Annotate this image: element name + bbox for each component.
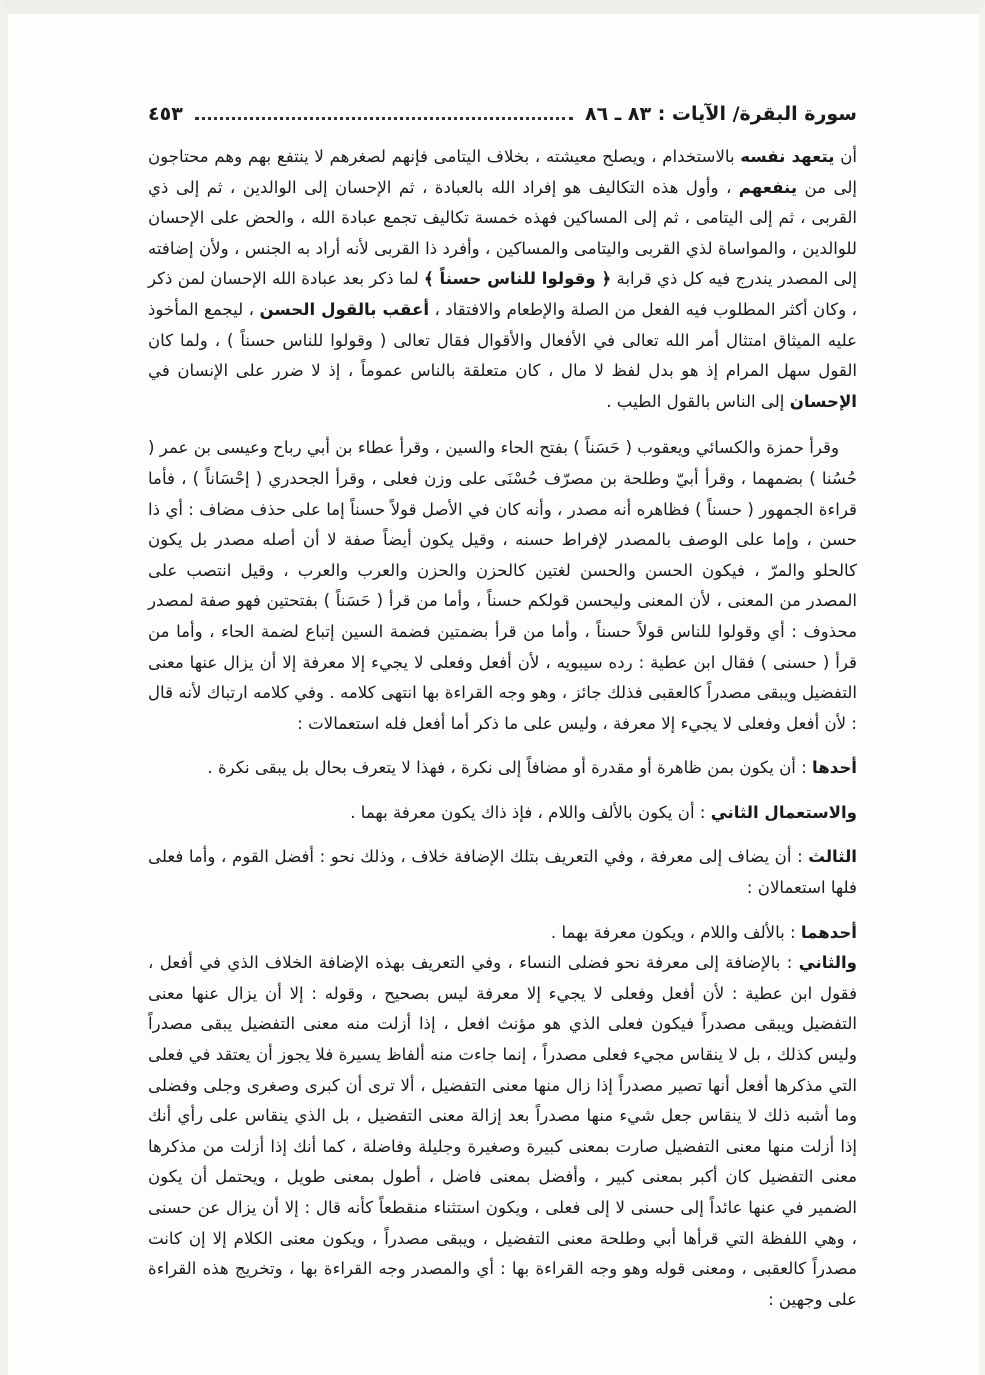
- paragraph-p6: [148, 918, 857, 949]
- bold-term: ﴿ وقولوا للناس حسناً ﴾: [423, 269, 612, 289]
- paragraph-p2: [148, 433, 857, 739]
- paragraph-p7: [148, 948, 857, 1315]
- page-header: [148, 94, 857, 134]
- text-run: ، وأول هذه التكاليف هو إفراد الله بالعبادة ، ثم الإحسان إلى الوالدين ، ثم إلى ذي القربى ، ثم إلى اليتامى ، ثم إلى المساكين فهذه خمسة تكاليف تجمع عبادة الله ، والحض على الإحسان للوالدين ، والمواساة لذي القربى واليتامى والمساكين ، وأفرد ذا القربى لأنه أراد به الجنس ، ولأن إضافته إلى المصدر يندرج فيه كل ذي قرابة: [148, 177, 858, 289]
- text-run: : بالإضافة إلى معرفة نحو فضلى النساء ، وفي التعريف بهذه الإضافة الخلاف الذي في أفعل ، فقول ابن عطية : لأن أفعل وفعلى لا يجيء إلا معرفة ليس بصحيح ، وقوله : إلا أن يزال عنها معنى التفضيل ويبقى مصدراً فيكون فعلى الذي هو مؤنث افعل ، إذا أزلت منه معنى التفضيل يبقى مصدراً وليس كذلك ، بل لا ينقاس مجيء فعلى مصدراً ، إنما جاءت منه ألفاظ يسيرة فلا يجوز أن يعتقد في فعلى التي مذكرها أفعل أنها تصير مصدراً إذا زال منها معنى التفضيل ، ألا ترى أن كبرى وصغرى وجلى وفضلى وما أشبه ذلك لا ينقاس جعل شيء منها مصدراً بعد إزالة معنى التفضيل ، بل الذي ينقاس على رأي أنك إذا أزلت منها معنى التفضيل صارت بمعنى كبيرة وصغيرة وجليلة وفاضلة ، كما أنك إذا أزلت من مذكرها معنى التفضيل كان أكبر بمعنى كبير ، وأفضل بمعنى فاضل ، أطول بمعنى طويل ، ويحتمل أن يكون الضمير في عنها عائداً إلى حسنى لا إلى فعلى ، ويكون استثناء منقطعاً كأنه قال : إلا أن يزال عن حسنى ، وهي اللفظة التي قرأها أبي وطلحة معنى التفضيل ، ويبقى مصدراً ، ويكون معنى الكلام إلا إن كانت مصدراً كالعقبى ، ومعنى قوله وهو وجه القراءة بها : أي والمصدر وجه القراءة بها ، وتخريج هذه القراءة على وجهين :: [148, 953, 857, 1309]
- header-dot-leader: [195, 117, 573, 120]
- bold-term: أحدها: [812, 758, 857, 778]
- bold-term: أعقب بالقول الحسن: [259, 299, 430, 319]
- text-run: إلى الناس بالقول الطيب .: [606, 391, 790, 411]
- paragraph-p3: [148, 753, 857, 784]
- bold-term: يتعهد نفسه: [740, 147, 835, 166]
- bold-term: ينفعهم: [738, 177, 798, 197]
- paragraph-p1: [148, 142, 857, 417]
- paragraph-gap: [148, 417, 857, 433]
- text-run: : أن يكون بالألف واللام ، فإذ ذاك يكون معرفة بهما .: [350, 802, 711, 822]
- text-run: : بالألف واللام ، ويكون معرفة بهما .: [550, 922, 801, 942]
- page-number: ٤٥٣: [148, 103, 183, 125]
- text-run: بالاستخدام ، ويصلح معيشته ، بخلاف اليتامى فإنهم لصغرهم لا ينتفع بهم وهم محتاجون إلى من: [148, 147, 857, 197]
- running-title: سورة البقرة/ الآيات : ٨٣ ـ ٨٦: [584, 103, 857, 125]
- text-run: أن: [834, 147, 858, 166]
- text-run: ، ليجمع المأخوذ عليه الميثاق امتثال أمر الله تعالى في الأفعال والأقوال فقال تعالى ( وقولوا للناس حسناً ) ، ولما كان القول سهل المرام إذ هو بدل لفظ لا مال ، كان متعلقة بالناس عموماً ، إذ لا ضرر على الإنسان في: [148, 299, 857, 381]
- bold-term: والثاني: [798, 953, 857, 973]
- text-run: وقرأ حمزة والكسائي ويعقوب ( حَسَناً ) بفتح الحاء والسين ، وقرأ عطاء بن أبي رباح وعيسى بن عمر ( حُسُنا ) بضمهما ، وقرأ أبيّ وطلحة بن مصرّف حُسْنَى على وزن فعلى ، وقرأ الجحدري ( إحْسَاناً ) ، فأما قراءة الجمهور ( حسناً ) فظاهره أنه مصدر ، وأنه كان في الأصل قولاً حسناً إما على حذف مضاف : أي ذا حسن ، وإما على الوصف بالمصدر لإفراط حسنه ، وقيل يكون أيضاً صفة لا أن أصله مصدر بل يكون كالحلو والمرّ ، فيكون الحسن والحسن لغتين كالحزن والحزن والعرب والعرب ، وقيل انتصب على المصدر من المعنى ، لأن المعنى وليحسن قولكم حسناً ، وأما من قرأ ( حَسَناً ) بفتحتين فهو صفة لمصدر محذوف : أي وقولوا للناس قولاً حسناً ، وأما من قرأ بضمتين فضمة السين إتباع لضمة الحاء ، وأما من قرأ ( حسنى ) فقال ابن عطية : رده سيبويه ، لأن أفعل وفعلى لا يجيء إلا معرفة إلا أن يزال عنها معنى التفضيل ويبقى مصدراً كالعقبى فذلك جائز ، وهو وجه القراءة بها انتهى كلامه . وفي كلامه ارتباك لأنه قال : لأن أفعل وفعلى لا يجيء إلا معرفة ، وليس على ما ذكر أما أفعل فله استعمالات :: [148, 438, 857, 733]
- bold-term: والاستعمال الثاني: [710, 802, 857, 822]
- paragraph-p4: [148, 798, 857, 829]
- text-run: لما ذكر بعد عبادة الله الإحسان لمن ذكر ، وكان أكثر المطلوب فيه الفعل من الصلة والإطعام والافتقاد ،: [148, 269, 857, 319]
- page-body-text: [148, 142, 857, 1315]
- paragraph-p5: [148, 842, 857, 903]
- text-run: : أن يكون بمن ظاهرة أو مقدرة أو مضافاً إلى نكرة ، فهذا لا يتعرف بحال بل يبقى نكرة .: [207, 758, 813, 778]
- bold-term: الثالث: [808, 847, 857, 867]
- text-run: : أن يضاف إلى معرفة ، وفي التعريف بتلك الإضافة خلاف ، وذلك نحو : أفضل القوم ، وأما فعلى فلها استعمالان :: [148, 847, 857, 898]
- bold-term: أحدهما: [800, 922, 857, 942]
- bold-term: الإحسان: [789, 391, 857, 411]
